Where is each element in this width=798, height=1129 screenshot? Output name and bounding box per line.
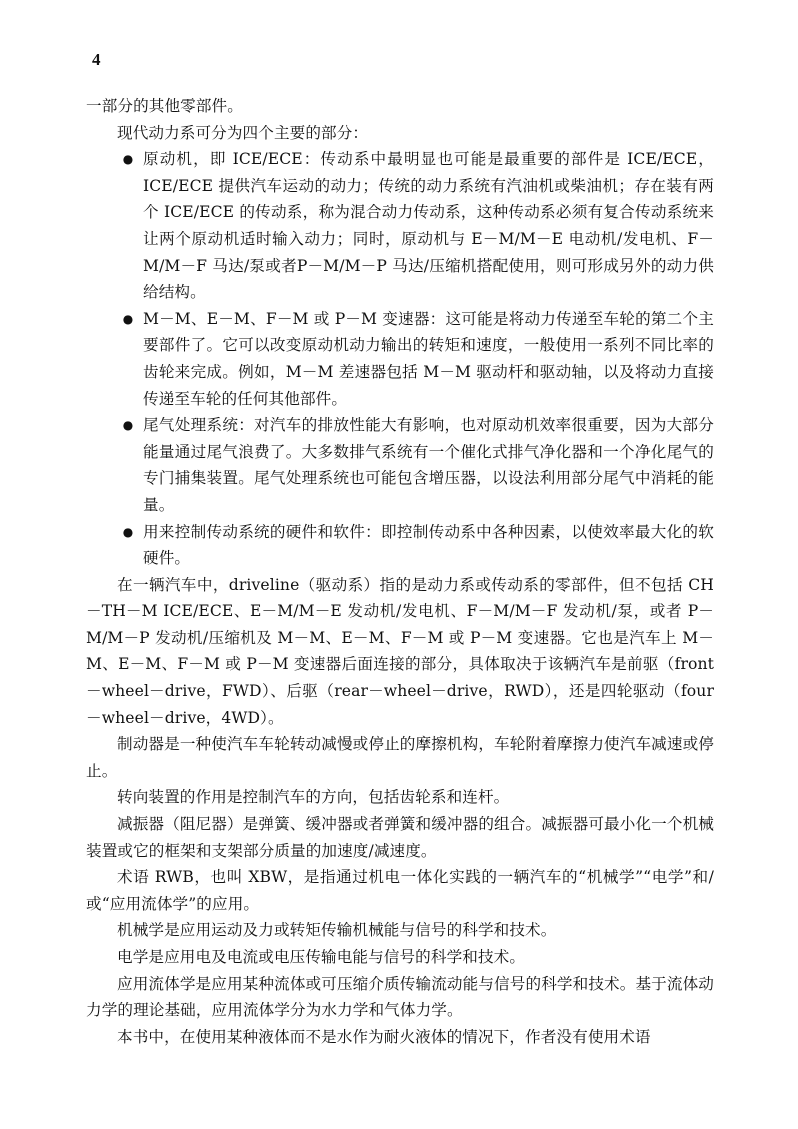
list-item-text: 原动机，即 ICE/ECE：传动系中最明显也可能是最重要的部件是 ICE/ECE，ICE/ECE 提供汽车运动的动力；传统的动力系统有汽油机或柴油机；存在装有两个 ICE/ECE 的传动系，称为混合动力传动系，这种传动系必须有复合传动系统来让两个原动机适时输入动力；同时，原动机与 E－M/M－E 电动机/发电机、F－M/M－F 马达/泵或者P－M/M－P 马达/压缩机搭配使用，则可形成另外的动力供给结构。 <box>143 150 714 302</box>
list-item-text: 尾气处理系统：对汽车的排放性能大有影响，也对原动机效率很重要，因为大部分能量通过尾气浪费了。大多数排气系统有一个催化式排气净化器和一个净化尾气的专门捕集装置。尾气处理系统也可能包含增压器，以设法利用部分尾气中消耗的能量。 <box>143 416 714 514</box>
paragraph-damper: 减振器（阻尼器）是弹簧、缓冲器或者弹簧和缓冲器的组合。减振器可最小化一个机械装置或它的框架和支架部分质量的加速度/减速度。 <box>86 815 714 860</box>
paragraph-xbw: 术语 RWB，也叫 XBW，是指通过机电一体化实践的一辆汽车的“机械学”“电学”和/或“应用流体学”的应用。 <box>86 868 714 913</box>
bullet-icon: ● <box>122 152 134 167</box>
list-item-control <box>122 519 714 572</box>
paragraph-mechanics: 机械学是应用运动及力或转矩传输机械能与信号的科学和技术。 <box>117 921 557 940</box>
page-number: 4 <box>92 50 101 69</box>
paragraph-terminology: 本书中，在使用某种液体而不是水作为耐火液体的情况下，作者没有使用术语 <box>117 1027 651 1046</box>
paragraph-steering: 转向装置的作用是控制汽车的方向，包括齿轮系和连杆。 <box>117 788 510 807</box>
list-item-text: M－M、E－M、F－M 或 P－M 变速器：这可能是将动力传递至车轮的第二个主要部件了。它可以改变原动机动力输出的转矩和速度，一般使用一系列不同比率的齿轮来完成。例如，M－M 差速器包括 M－M 驱动杆和驱动轴，以及将动力直接传递至车轮的任何其他部件。 <box>143 309 714 408</box>
page-body <box>86 93 714 1050</box>
paragraph-brake: 制动器是一种使汽车车轮转动减慢或停止的摩擦机构，车轮附着摩擦力使汽车减速或停止。 <box>86 735 714 780</box>
paragraph-electrics: 电学是应用电及电流或电压传输电能与信号的科学和技术。 <box>117 948 526 966</box>
paragraph-powertrain-intro: 现代动力系可分为四个主要的部分： <box>117 123 369 142</box>
list-item-transmission <box>122 306 714 412</box>
paragraph-fluidics: 应用流体学是应用某种流体或可压缩介质传输流动能与信号的科学和技术。基于流体动力学的理论基础，应用流体学分为水力学和气体力学。 <box>86 974 714 1020</box>
bullet-icon: ● <box>122 311 134 326</box>
bullet-icon: ● <box>122 524 134 539</box>
list-item-text: 用来控制传动系统的硬件和软件：即控制传动系中各种因素，以使效率最大化的软硬件。 <box>143 522 714 568</box>
paragraph-continued: 一部分的其他零部件。 <box>86 97 243 115</box>
powertrain-parts-list <box>86 146 714 572</box>
list-item-prime-mover <box>122 146 714 306</box>
bullet-icon: ● <box>122 418 134 433</box>
list-item-exhaust <box>122 412 714 518</box>
paragraph-driveline: 在一辆汽车中，driveline（驱动系）指的是动力系或传动系的零部件，但不包括 CH－TH－M ICE/ECE、E－M/M－E 发动机/发电机、F－M/M－F 发动机/泵，或者 P－M/M－P 发动机/压缩机及 M－M、E－M、F－M 或 P－M 变速器。它也是汽车上 M－M、E－M、F－M 或 P－M 变速器后面连接的部分，具体取决于该辆汽车是前驱（front－wheel－drive，FWD）、后驱（rear－wheel－drive，RWD），还是四轮驱动（four－wheel－drive，4WD）。 <box>86 575 714 727</box>
